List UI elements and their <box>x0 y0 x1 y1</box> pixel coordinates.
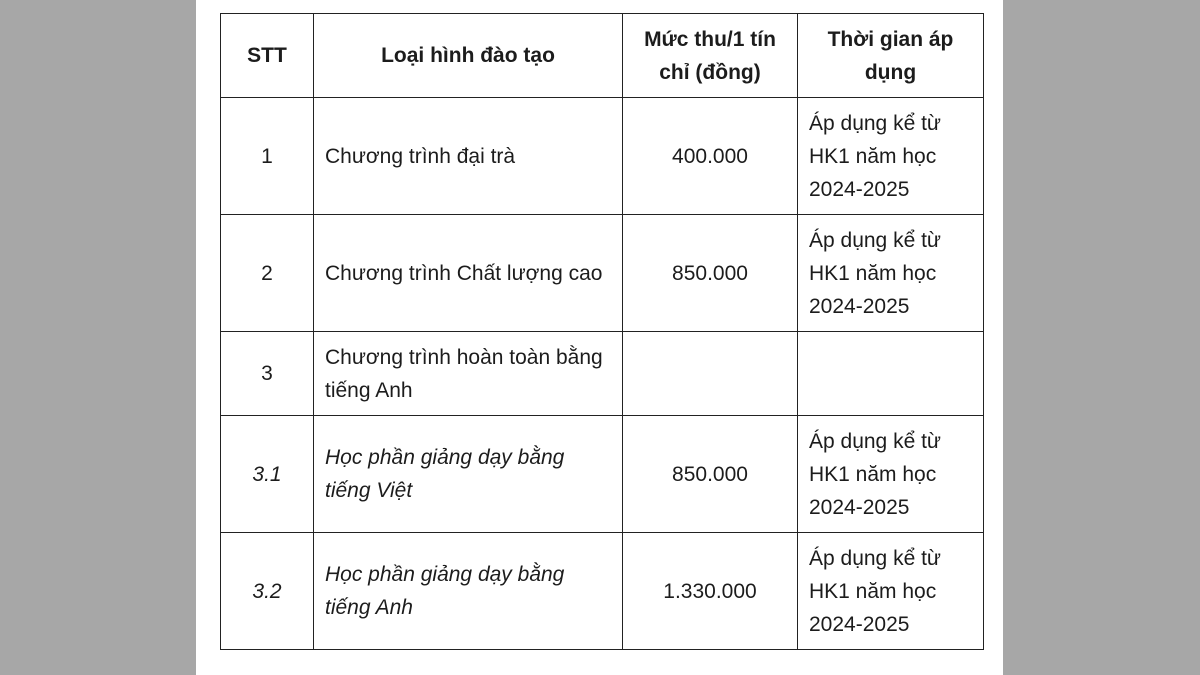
header-fee-per-credit: Mức thu/1 tín chỉ (đồng) <box>623 14 798 98</box>
row-effective-time: Áp dụng kể từ HK1 năm học 2024-2025 <box>798 533 984 650</box>
row-fee: 850.000 <box>623 416 798 533</box>
row-effective-time <box>798 332 984 416</box>
table-row <box>221 332 984 416</box>
header-stt: STT <box>221 14 314 98</box>
document-page <box>196 0 1003 675</box>
row-fee <box>623 332 798 416</box>
row-training-type: Học phần giảng dạy bằng tiếng Anh <box>314 533 623 650</box>
tuition-fee-table <box>220 13 984 650</box>
row-stt: 2 <box>221 215 314 332</box>
row-training-type: Chương trình hoàn toàn bằng tiếng Anh <box>314 332 623 416</box>
row-effective-time: Áp dụng kể từ HK1 năm học 2024-2025 <box>798 98 984 215</box>
row-stt: 3 <box>221 332 314 416</box>
table-row <box>221 215 984 332</box>
row-stt: 3.2 <box>221 533 314 650</box>
table-row <box>221 416 984 533</box>
row-training-type: Chương trình Chất lượng cao <box>314 215 623 332</box>
table-row <box>221 533 984 650</box>
row-effective-time: Áp dụng kể từ HK1 năm học 2024-2025 <box>798 416 984 533</box>
row-stt: 1 <box>221 98 314 215</box>
row-fee: 400.000 <box>623 98 798 215</box>
row-stt: 3.1 <box>221 416 314 533</box>
row-training-type: Chương trình đại trà <box>314 98 623 215</box>
row-fee: 850.000 <box>623 215 798 332</box>
table-row <box>221 98 984 215</box>
header-effective-time: Thời gian áp dụng <box>798 14 984 98</box>
row-training-type: Học phần giảng dạy bằng tiếng Việt <box>314 416 623 533</box>
table-header-row <box>221 14 984 98</box>
header-training-type: Loại hình đào tạo <box>314 14 623 98</box>
row-fee: 1.330.000 <box>623 533 798 650</box>
row-effective-time: Áp dụng kể từ HK1 năm học 2024-2025 <box>798 215 984 332</box>
